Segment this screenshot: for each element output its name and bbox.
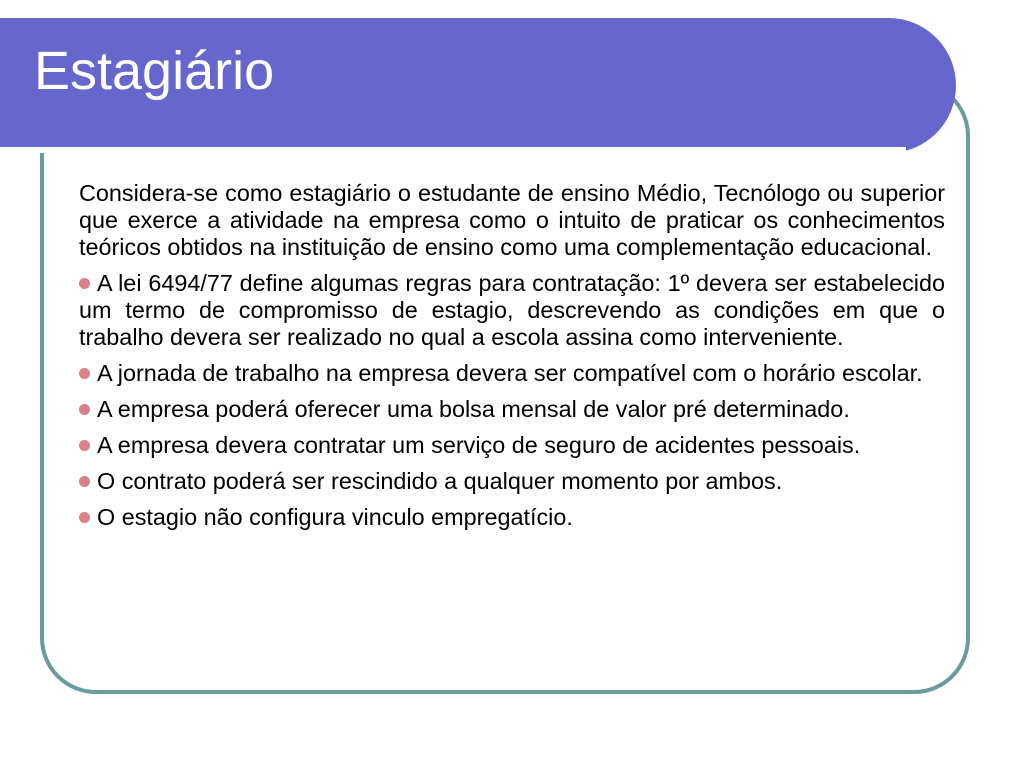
body-text (79, 180, 945, 540)
title-underline (0, 147, 906, 153)
bullet-icon (79, 440, 90, 451)
bullet-item (79, 270, 945, 351)
bullet-item (79, 360, 945, 387)
bullet-icon (79, 404, 90, 415)
bullet-icon (79, 278, 90, 289)
paragraph-intro (79, 180, 945, 261)
bullet-text: A empresa devera contratar um serviço de seguro de acidentes pessoais. (97, 432, 861, 458)
bullet-item (79, 432, 945, 459)
bullet-text: A jornada de trabalho na empresa devera ser compatível com o horário escolar. (97, 360, 923, 386)
bullet-text: A lei 6494/77 define algumas regras para contratação: 1º devera ser estabelecido um termo de compromisso de estagio, descrevendo as condições em que o trabalho devera ser realizado no qual a escola assina como interveniente. (79, 270, 945, 350)
bullet-icon (79, 512, 90, 523)
bullet-item (79, 504, 945, 531)
bullet-item (79, 396, 945, 423)
page-title: Estagiário (34, 41, 275, 101)
bullet-text: A empresa poderá oferecer uma bolsa mensal de valor pré determinado. (97, 396, 850, 422)
bullet-icon (79, 368, 90, 379)
bullet-text: O estagio não configura vinculo empregatício. (97, 504, 573, 530)
paragraph-text: Considera-se como estagiário o estudante de ensino Médio, Tecnólogo ou superior que exerce a atividade na empresa como o intuito de praticar os conhecimentos teóricos obtidos na instituição de ensino como uma complementação educacional. (79, 180, 945, 260)
bullet-text: O contrato poderá ser rescindido a qualquer momento por ambos. (97, 468, 783, 494)
bullet-item (79, 468, 945, 495)
bullet-icon (79, 476, 90, 487)
